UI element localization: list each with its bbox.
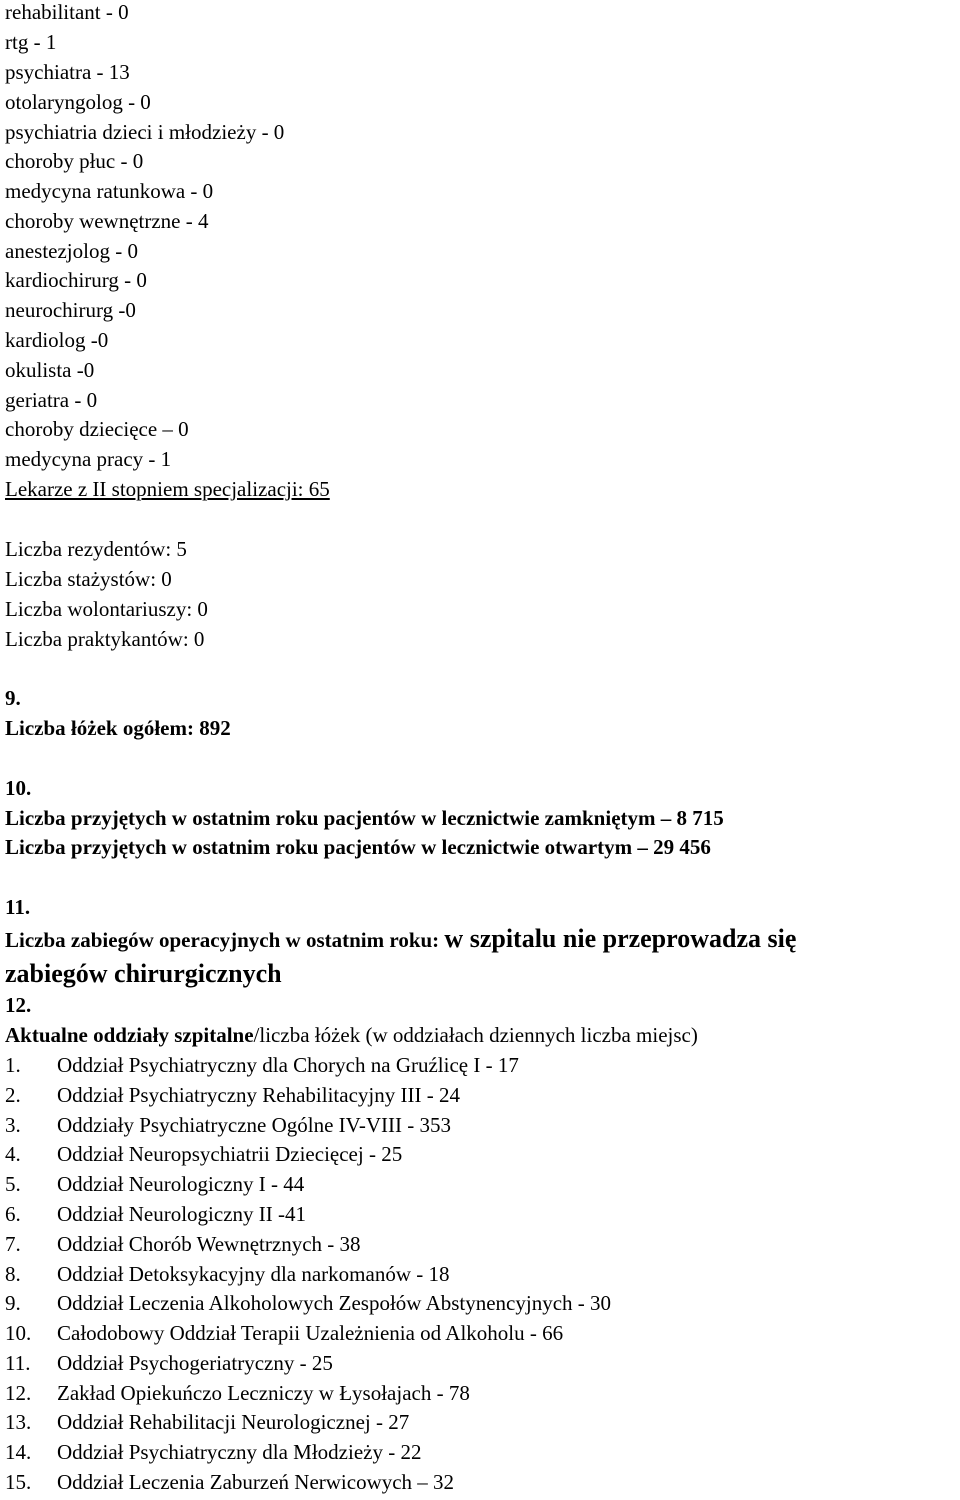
ward-text: Oddział Psychiatryczny Rehabilitacyjny III - 24 [57, 1083, 460, 1107]
ward-item [5, 1470, 454, 1494]
ward-text: Oddział Leczenia Zaburzeń Nerwicowych – 32 [57, 1470, 455, 1494]
ward-number: 14. [5, 1440, 32, 1464]
ward-text: Oddział Rehabilitacji Neurologicznej - 27 [57, 1410, 410, 1434]
specialization-item: psychiatra - 13 [5, 60, 130, 84]
ward-item [5, 1053, 519, 1077]
ward-item [5, 1113, 451, 1137]
ward-item [5, 1202, 306, 1226]
ward-number: 15. [5, 1470, 32, 1494]
section-9-number: 9. [5, 686, 21, 710]
ward-number: 5. [5, 1172, 21, 1196]
specialization-item: choroby dziecięce – 0 [5, 417, 189, 441]
staff-count: Liczba stażystów: 0 [5, 567, 172, 591]
ward-number: 6. [5, 1202, 21, 1226]
ward-text: Oddział Psychiatryczny dla Młodzieży - 22 [57, 1440, 422, 1464]
staff-count: Liczba praktykantów: 0 [5, 627, 205, 651]
staff-count: Liczba rezydentów: 5 [5, 537, 187, 561]
specialization-item: geriatra - 0 [5, 388, 98, 412]
ward-text: Oddział Neuropsychiatrii Dziecięcej - 25 [57, 1142, 403, 1166]
ward-item [5, 1291, 611, 1315]
admissions-closed-care: Liczba przyjętych w ostatnim roku pacjentów w lecznictwie zamkniętym – 8 715 [5, 806, 724, 830]
ward-item [5, 1172, 304, 1196]
ward-item [5, 1321, 563, 1345]
ward-text: Całodobowy Oddział Terapii Uzależnienia od Alkoholu - 66 [57, 1321, 564, 1345]
specialization-item: psychiatria dzieci i młodzieży - 0 [5, 120, 285, 144]
staff-count: Liczba wolontariuszy: 0 [5, 597, 208, 621]
wards-heading [5, 1023, 698, 1047]
specialization-item: otolaryngolog - 0 [5, 90, 151, 114]
ward-text: Oddziały Psychiatryczne Ogólne IV-VIII - 353 [57, 1113, 452, 1137]
specialization-item: kardiolog -0 [5, 328, 109, 352]
ward-number: 10. [5, 1321, 32, 1345]
ward-number: 2. [5, 1083, 21, 1107]
section-10-number: 10. [5, 776, 32, 800]
surgeries-value-continued: zabiegów chirurgicznych [5, 959, 282, 988]
ward-number: 8. [5, 1262, 21, 1286]
specialization-item: rehabilitant - 0 [5, 0, 129, 24]
wards-heading-rest: /liczba łóżek (w oddziałach dziennych liczba miejsc) [253, 1023, 698, 1047]
ward-text: Oddział Psychiatryczny dla Chorych na Gruźlicę I - 17 [57, 1053, 519, 1077]
specialization-item: kardiochirurg - 0 [5, 268, 147, 292]
surgeries-label: Liczba zabiegów operacyjnych w ostatnim roku: [5, 928, 440, 952]
ward-number: 12. [5, 1381, 32, 1405]
ward-text: Oddział Leczenia Alkoholowych Zespołów Abstynencyjnych - 30 [57, 1291, 612, 1315]
specialization-item: choroby wewnętrzne - 4 [5, 209, 209, 233]
section-11-number: 11. [5, 895, 31, 919]
ward-text: Oddział Chorób Wewnętrznych - 38 [57, 1232, 361, 1256]
ward-item [5, 1410, 409, 1434]
specialization-item: medycyna pracy - 1 [5, 447, 172, 471]
section-12-number: 12. [5, 993, 32, 1017]
specialization-item: medycyna ratunkowa - 0 [5, 179, 214, 203]
ward-item [5, 1440, 421, 1464]
wards-heading-bold: Aktualne oddziały szpitalne [5, 1023, 254, 1047]
ward-text: Oddział Detoksykacyjny dla narkomanów - 18 [57, 1262, 450, 1286]
admissions-open-care: Liczba przyjętych w ostatnim roku pacjentów w lecznictwie otwartym – 29 456 [5, 835, 711, 859]
ward-text: Zakład Opiekuńczo Leczniczy w Łysołajach - 78 [57, 1381, 470, 1405]
beds-total: Liczba łóżek ogółem: 892 [5, 716, 231, 740]
second-degree-specialists: Lekarze z II stopniem specjalizacji: 65 [5, 477, 330, 501]
surgeries-value: w szpitalu nie przeprowadza się [444, 924, 797, 953]
ward-text: Oddział Psychogeriatryczny - 25 [57, 1351, 333, 1375]
ward-item [5, 1083, 460, 1107]
ward-text: Oddział Neurologiczny I - 44 [57, 1172, 305, 1196]
ward-number: 3. [5, 1113, 21, 1137]
specialization-item: okulista -0 [5, 358, 95, 382]
ward-number: 13. [5, 1410, 32, 1434]
ward-number: 7. [5, 1232, 21, 1256]
specialization-item: rtg - 1 [5, 30, 57, 54]
specialization-item: choroby płuc - 0 [5, 149, 144, 173]
specialization-item: neurochirurg -0 [5, 298, 136, 322]
specialization-item: anestezjolog - 0 [5, 239, 138, 263]
ward-item [5, 1232, 361, 1256]
ward-item [5, 1262, 449, 1286]
ward-item [5, 1351, 333, 1375]
ward-item [5, 1381, 470, 1405]
ward-item [5, 1142, 402, 1166]
ward-number: 9. [5, 1291, 21, 1315]
surgeries-line [5, 924, 797, 953]
ward-number: 11. [5, 1351, 31, 1375]
ward-number: 4. [5, 1142, 21, 1166]
ward-number: 1. [5, 1053, 21, 1077]
ward-text: Oddział Neurologiczny II -41 [57, 1202, 306, 1226]
